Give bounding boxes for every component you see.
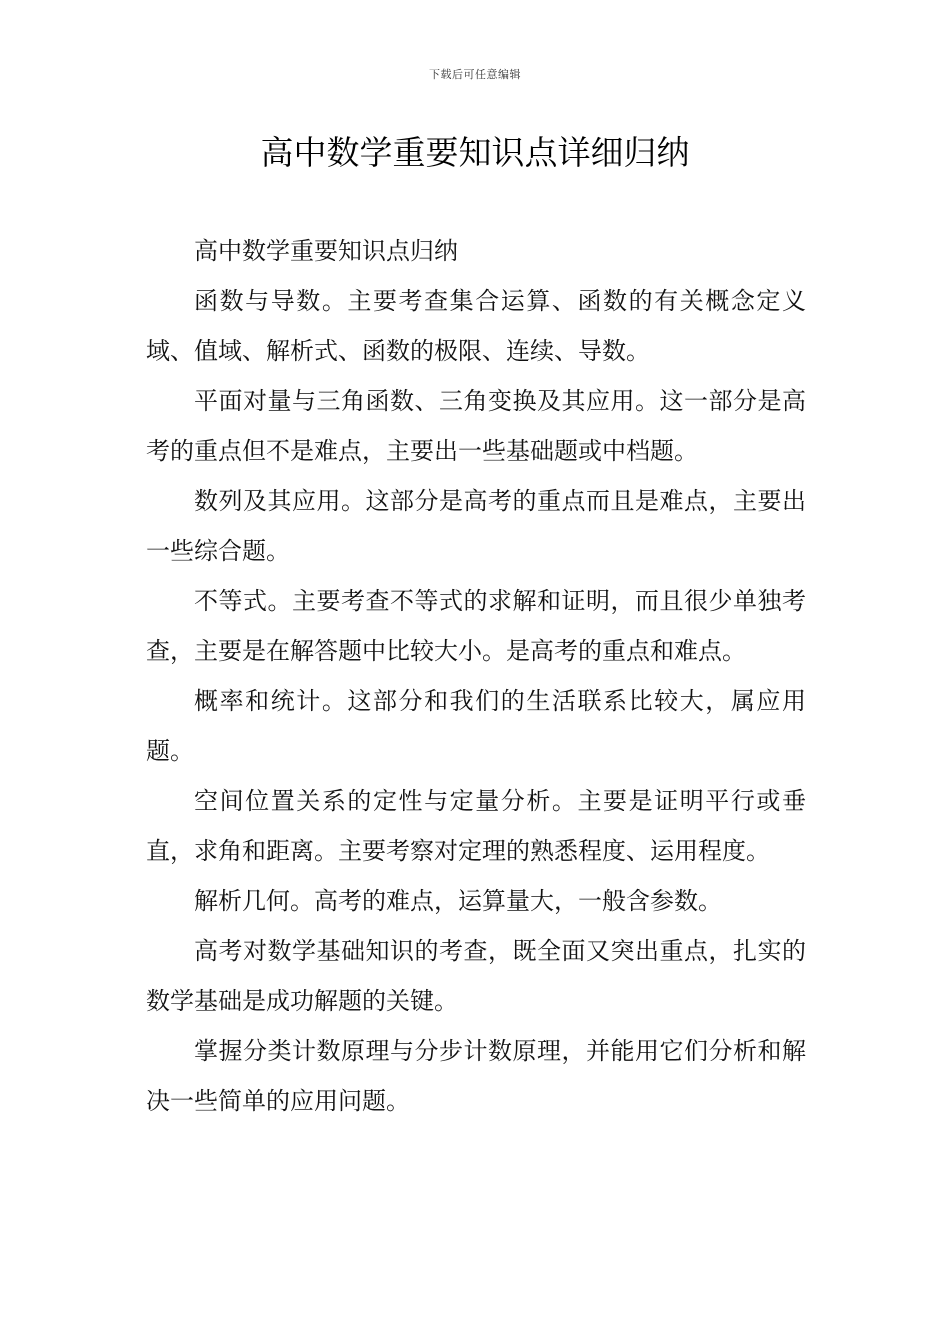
- paragraph-spatial: 空间位置关系的定性与定量分析。主要是证明平行或垂直，求角和距离。主要考察对定理的熟悉程度、运用程度。: [146, 787, 806, 865]
- document-title: 高中数学重要知识点详细归纳: [260, 133, 690, 172]
- paragraph-fundamentals: 高考对数学基础知识的考查，既全面又突出重点，扎实的数学基础是成功解题的关键。: [146, 937, 806, 1015]
- paragraph-vectors-trig: 平面对量与三角函数、三角变换及其应用。这一部分是高考的重点但不是难点，主要出一些基础题或中档题。: [146, 387, 806, 465]
- paragraph-probability: 概率和统计。这部分和我们的生活联系比较大，属应用题。: [146, 687, 806, 765]
- document-body: [146, 226, 806, 1126]
- paragraph-intro: 高中数学重要知识点归纳: [194, 237, 458, 265]
- header-note: 下载后可任意编辑: [429, 68, 521, 81]
- paragraph-functions: 函数与导数。主要考查集合运算、函数的有关概念定义域、值域、解析式、函数的极限、连续、导数。: [146, 287, 806, 365]
- paragraph-analytic-geometry: 解析几何。高考的难点，运算量大，一般含参数。: [194, 887, 722, 915]
- paragraph-counting: 掌握分类计数原理与分步计数原理，并能用它们分析和解决一些简单的应用问题。: [146, 1037, 806, 1115]
- paragraph-sequences: 数列及其应用。这部分是高考的重点而且是难点，主要出一些综合题。: [146, 487, 806, 565]
- paragraph-inequalities: 不等式。主要考查不等式的求解和证明，而且很少单独考查，主要是在解答题中比较大小。是高考的重点和难点。: [146, 587, 806, 665]
